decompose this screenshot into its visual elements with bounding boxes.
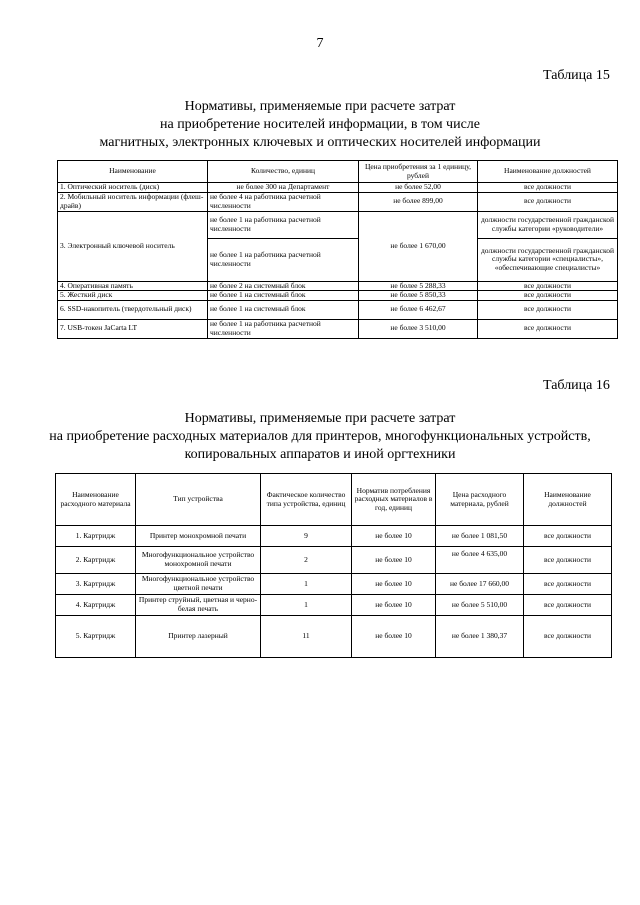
table-15-label: Таблица 15: [543, 68, 610, 83]
item-price: не более 3 510,00: [359, 319, 478, 338]
positions-value: все должности: [524, 616, 612, 658]
table-15-header-positions: Наименование должностей: [478, 161, 618, 183]
table-row: [56, 595, 612, 616]
table-16-title-line: на приобретение расходных материалов для принтеров, многофункциональных устройств,: [49, 429, 591, 444]
table-15-title-line: на приобретение носителей информации, в том числе: [159, 117, 480, 132]
positions-value: все должности: [524, 526, 612, 547]
item-price: не более 52,00: [359, 183, 478, 193]
table-row: [56, 547, 612, 574]
table-16-title-line: копировальных аппаратов и иной оргтехники: [184, 447, 456, 462]
item-positions: все должности: [478, 183, 618, 193]
table-row: [58, 192, 618, 211]
item-price: не более 1 670,00: [359, 211, 478, 281]
item-name: 7. USB-токен JaCarta LT: [58, 319, 208, 338]
price-value: не более 1 380,37: [436, 616, 524, 658]
norm-value: не более 10: [352, 574, 436, 595]
device-type: Многофункциональное устройство цветной печати: [136, 574, 261, 595]
item-qty: не более 1 на системный блок: [208, 291, 359, 301]
table-16-header-norm: Норматив потребления расходных материалов в год, единиц: [352, 474, 436, 526]
item-qty: не более 1 на работника расчетной численности: [208, 238, 359, 281]
table-16-title: [30, 410, 610, 464]
table-16-label: Таблица 16: [543, 378, 610, 393]
table-15-title: [30, 98, 610, 152]
table-16-header-material: Наименование расходного материала: [56, 474, 136, 526]
device-count: 2: [261, 547, 352, 574]
norm-value: не более 10: [352, 526, 436, 547]
item-positions: должности государственной гражданской службы категории «руководители»: [478, 211, 618, 238]
norm-value: не более 10: [352, 595, 436, 616]
table-16-header-price: Цена расходного материала, рублей: [436, 474, 524, 526]
table-15-header-row: [58, 161, 618, 183]
device-count: 1: [261, 574, 352, 595]
table-15-header-qty: Количество, единиц: [208, 161, 359, 183]
device-count: 11: [261, 616, 352, 658]
item-qty: не более 4 на работника расчетной численности: [208, 192, 359, 211]
device-count: 1: [261, 595, 352, 616]
table-row: [58, 211, 618, 238]
item-qty: не более 300 на Департамент: [208, 183, 359, 193]
item-positions: все должности: [478, 192, 618, 211]
price-value: не более 4 635,00: [436, 547, 524, 574]
table-15-title-line: Нормативы, применяемые при расчете затрат: [184, 99, 456, 114]
table-15: [57, 160, 618, 339]
price-value: не более 5 510,00: [436, 595, 524, 616]
device-type: Принтер струйный, цветная и черно-белая печать: [136, 595, 261, 616]
item-name: 6. SSD-накопитель (твердотельный диск): [58, 300, 208, 319]
device-type: Многофункциональное устройство монохромной печати: [136, 547, 261, 574]
device-type: Принтер лазерный: [136, 616, 261, 658]
item-name: 2. Мобильный носитель информации (флеш-драйв): [58, 192, 208, 211]
item-positions: все должности: [478, 319, 618, 338]
item-positions: все должности: [478, 281, 618, 291]
device-count: 9: [261, 526, 352, 547]
item-name: 3. Электронный ключевой носитель: [58, 211, 208, 281]
item-positions: должности государственной гражданской службы категории «специалисты», «обеспечивающие специалисты»: [478, 238, 618, 281]
positions-value: все должности: [524, 547, 612, 574]
item-price: не более 6 462,67: [359, 300, 478, 319]
table-row: [58, 291, 618, 301]
material-name: 1. Картридж: [56, 526, 136, 547]
table-16: [55, 473, 612, 658]
material-name: 4. Картридж: [56, 595, 136, 616]
table-16-header-positions: Наименование должностей: [524, 474, 612, 526]
table-16-title-line: Нормативы, применяемые при расчете затрат: [184, 411, 456, 426]
item-name: 4. Оперативная память: [58, 281, 208, 291]
table-row: [56, 526, 612, 547]
table-row: [56, 616, 612, 658]
table-16-header-device-count: Фактическое количество типа устройства, единиц: [261, 474, 352, 526]
table-row: [58, 281, 618, 291]
table-15-title-line: магнитных, электронных ключевых и оптических носителей информации: [99, 135, 541, 150]
item-price: не более 899,00: [359, 192, 478, 211]
table-16-header-device-type: Тип устройства: [136, 474, 261, 526]
material-name: 5. Картридж: [56, 616, 136, 658]
price-value: не более 17 660,00: [436, 574, 524, 595]
table-row: [58, 319, 618, 338]
norm-value: не более 10: [352, 616, 436, 658]
material-name: 2. Картридж: [56, 547, 136, 574]
table-row: [58, 183, 618, 193]
table-15-header-name: Наименование: [58, 161, 208, 183]
material-name: 3. Картридж: [56, 574, 136, 595]
table-row: [58, 300, 618, 319]
price-value: не более 1 081,50: [436, 526, 524, 547]
norm-value: не более 10: [352, 547, 436, 574]
page-number: 7: [316, 36, 324, 51]
item-qty: не более 1 на работника расчетной численности: [208, 211, 359, 238]
positions-value: все должности: [524, 574, 612, 595]
item-qty: не более 1 на работника расчетной численности: [208, 319, 359, 338]
item-name: 1. Оптический носитель (диск): [58, 183, 208, 193]
item-name: 5. Жесткий диск: [58, 291, 208, 301]
device-type: Принтер монохромной печати: [136, 526, 261, 547]
positions-value: все должности: [524, 595, 612, 616]
item-positions: все должности: [478, 291, 618, 301]
item-price: не более 5 288,33: [359, 281, 478, 291]
item-price: не более 5 850,33: [359, 291, 478, 301]
item-qty: не более 2 на системный блок: [208, 281, 359, 291]
item-qty: не более 1 на системный блок: [208, 300, 359, 319]
table-15-header-price: Цена приобретения за 1 единицу, рублей: [359, 161, 478, 183]
table-row: [56, 574, 612, 595]
item-positions: все должности: [478, 300, 618, 319]
table-16-header-row: [56, 474, 612, 526]
